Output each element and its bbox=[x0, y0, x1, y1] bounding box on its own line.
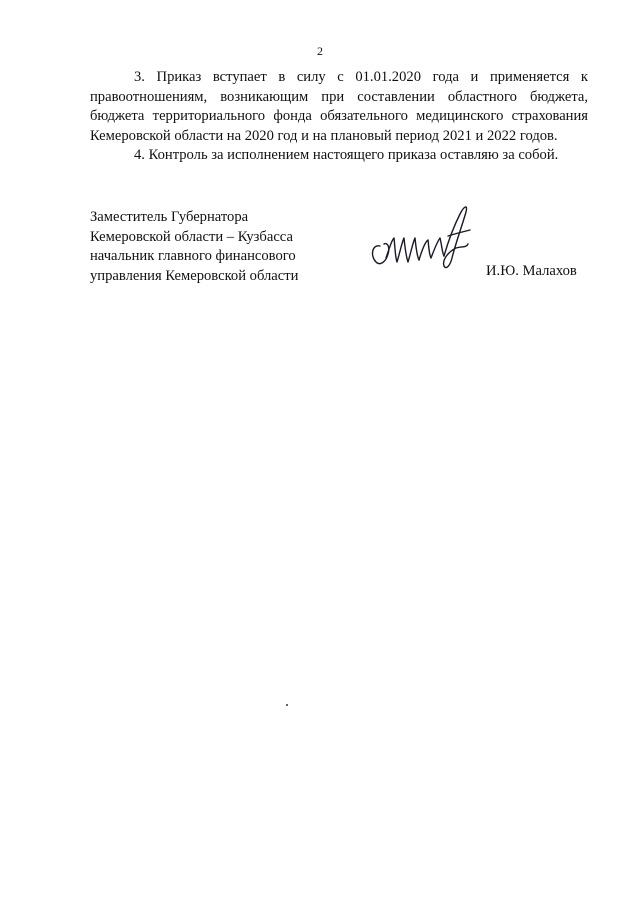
signer-name: И.Ю. Малахов bbox=[486, 263, 577, 279]
position-line: управления Кемеровской области bbox=[90, 267, 299, 284]
paragraph-3: 3. Приказ вступает в силу с 01.01.2020 года и применяется к правоотношениям, возникающим при составлении областного бюджета, бюджета территориального фонда обязательного медицинского страхования Кемеровской области на 2020 год и на плановый период 2021 и 2022 годов. bbox=[90, 69, 588, 144]
page-number: 2 bbox=[317, 44, 323, 58]
signatory-position bbox=[90, 208, 350, 286]
position-line: начальник главного финансового bbox=[90, 248, 296, 264]
stray-mark bbox=[286, 704, 288, 706]
position-line: Заместитель Губернатора bbox=[90, 209, 249, 225]
document-body bbox=[90, 68, 588, 166]
paragraph-4: 4. Контроль за исполнением настоящего приказа оставляю за собой. bbox=[134, 147, 559, 163]
position-line: Кемеровской области – Кузбасса bbox=[90, 228, 293, 245]
handwritten-signature bbox=[362, 196, 482, 276]
